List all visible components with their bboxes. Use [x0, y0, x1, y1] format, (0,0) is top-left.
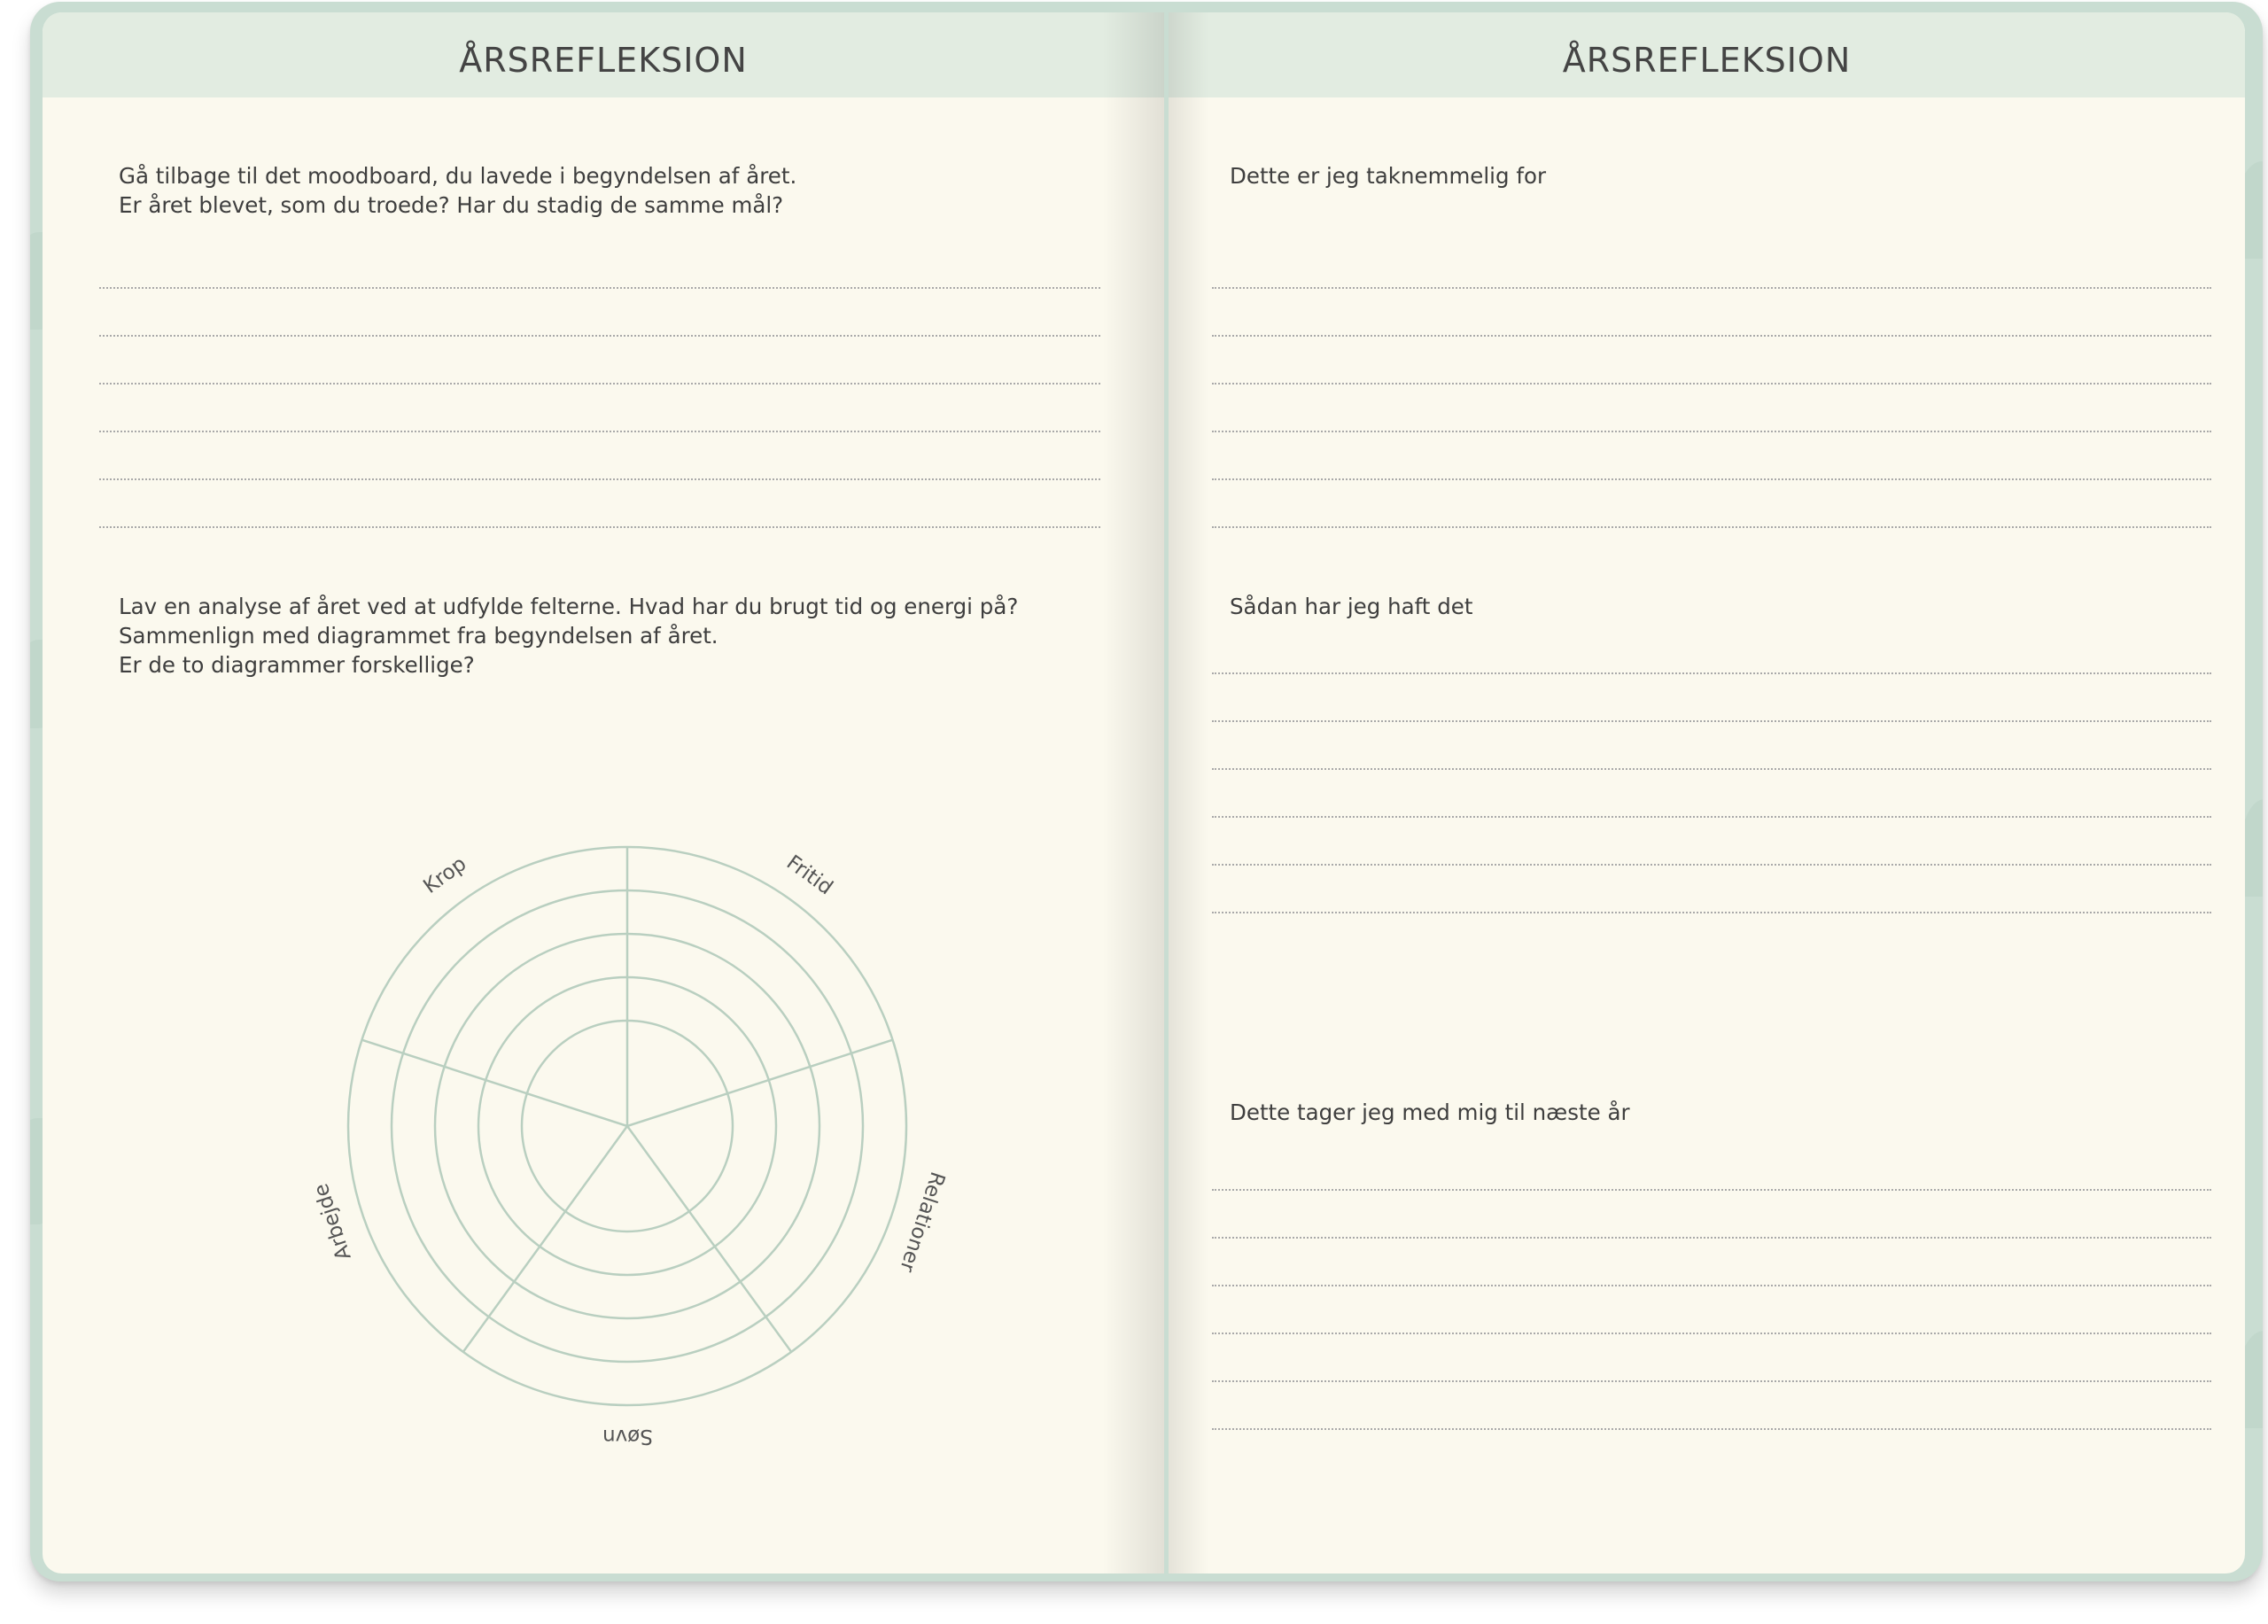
wheel-spoke	[463, 1126, 627, 1352]
writing-line[interactable]	[1212, 1380, 2211, 1382]
writing-line[interactable]	[1212, 1428, 2211, 1430]
right-header-band	[1169, 12, 2245, 97]
writing-line[interactable]	[1212, 864, 2211, 866]
wheel-label-arbejde: Arbejde	[309, 1180, 356, 1263]
writing-line[interactable]	[1212, 383, 2211, 385]
writing-line[interactable]	[1212, 1189, 2211, 1191]
writing-line[interactable]	[1212, 1285, 2211, 1286]
writing-line[interactable]	[1212, 1237, 2211, 1239]
wellbeing-label: Sådan har jeg haft det	[1230, 594, 1473, 619]
prompt-line: Er de to diagrammer forskellige?	[119, 652, 475, 678]
next-year-label: Dette tager jeg med mig til næste år	[1230, 1100, 1630, 1125]
wheel-label-fritid: Fritid	[782, 851, 837, 900]
wheel-spoke	[627, 1126, 791, 1352]
prompt-line: Sammenlign med diagrammet fra begyndelsen af året.	[119, 623, 718, 649]
left-page-title: ÅRSREFLEKSION	[459, 41, 748, 80]
writing-line[interactable]	[1212, 720, 2211, 722]
writing-line[interactable]	[1212, 431, 2211, 432]
right-page	[1169, 12, 2245, 1573]
writing-line[interactable]	[1212, 478, 2211, 480]
page-gutter-shadow	[1169, 12, 1208, 1573]
prompt-line: Er året blevet, som du troede? Har du stadig de samme mål?	[119, 192, 784, 218]
writing-line[interactable]	[1212, 335, 2211, 337]
writing-line[interactable]	[1212, 287, 2211, 289]
right-page-title: ÅRSREFLEKSION	[1562, 41, 1852, 80]
notebook-cover	[30, 2, 2263, 1581]
writing-line[interactable]	[1212, 912, 2211, 913]
writing-line[interactable]	[1212, 526, 2211, 528]
prompt-line: Lav en analyse af året ved at udfylde felterne. Hvad har du brugt tid og energi på?	[119, 594, 1019, 619]
writing-line[interactable]	[1212, 672, 2211, 674]
wheel-spoke	[627, 1040, 893, 1126]
writing-line[interactable]	[1212, 768, 2211, 770]
wheel-spoke	[361, 1040, 627, 1126]
life-balance-wheel[interactable]	[43, 12, 1164, 1573]
prompt-line: Gå tilbage til det moodboard, du lavede i begyndelsen af året.	[119, 163, 797, 189]
left-page	[43, 12, 1164, 1573]
wheel-label-krop: Krop	[419, 851, 471, 898]
gratitude-label: Dette er jeg taknemmelig for	[1230, 163, 1547, 189]
writing-line[interactable]	[1212, 1333, 2211, 1334]
writing-line[interactable]	[1212, 816, 2211, 818]
wheel-label-soevn: Søvn	[602, 1425, 653, 1448]
wheel-label-relationer: Relationer	[895, 1169, 950, 1275]
